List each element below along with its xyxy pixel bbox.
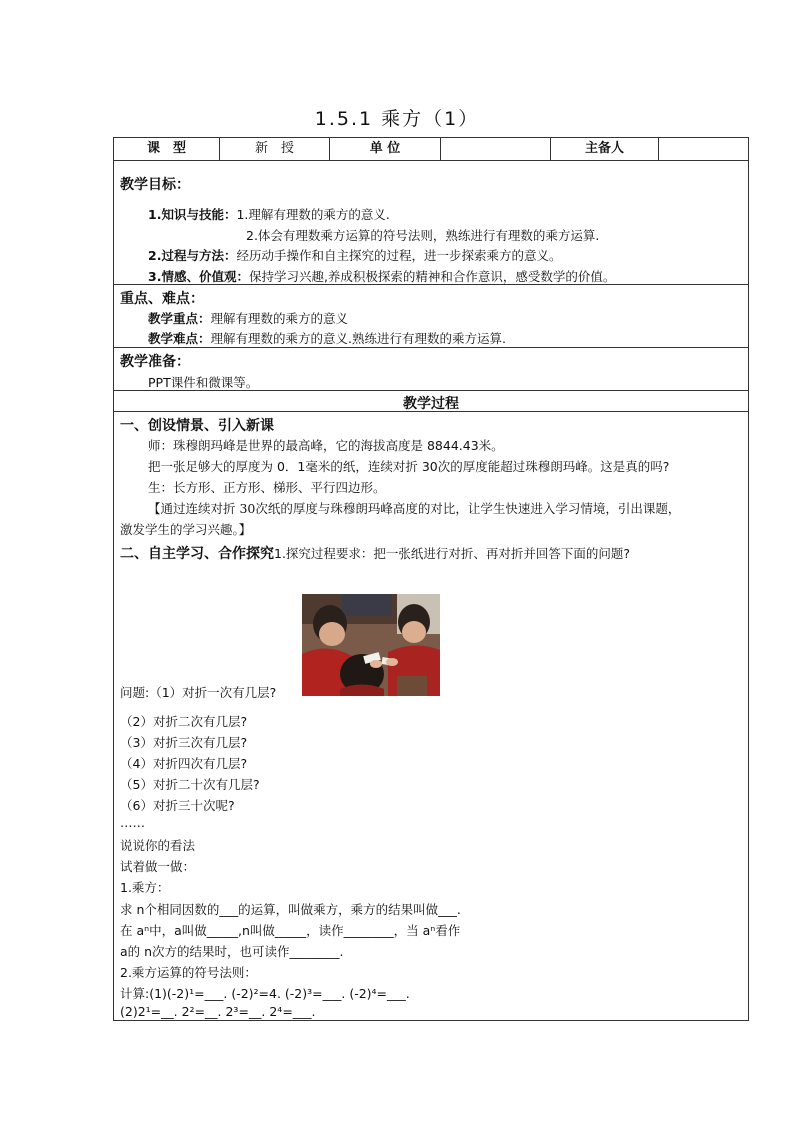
process-definition-title: 1.乘方： <box>120 880 170 895</box>
process-section-2-line <box>120 543 630 563</box>
process-s1-line-3: 生：长方形、正方形、梯形、平行四边形。 <box>148 480 386 495</box>
process-question-1: 问题:（1）对折一次有几层? <box>120 685 277 700</box>
header-preparer-value <box>659 138 748 160</box>
key-focus-label: 教学重点： <box>148 311 211 326</box>
goals-knowledge-2: 2.体会有理数乘方运算的符号法则，熟练进行有理数的乘方运算. <box>246 228 600 243</box>
header-preparer-label: 主备人 <box>551 138 659 160</box>
goals-emotion-line <box>148 267 615 285</box>
process-s2-requirement: 1.探究过程要求：把一张纸进行对折、再对折并回答下面的问题? <box>274 546 631 561</box>
process-calc-2: (2)2¹=__. 2²=__. 2³=__. 2⁴=___. <box>120 1004 316 1019</box>
section-preparation <box>114 348 748 391</box>
process-ellipsis: …… <box>120 815 145 830</box>
process-say-your-view: 说说你的看法 <box>120 838 196 853</box>
goals-knowledge-line <box>148 205 390 223</box>
process-s1-line-1: 师：珠穆朗玛峰是世界的最高峰，它的海拔高度是 8844.43米。 <box>148 438 504 453</box>
process-definition-3: a的 n次方的结果时，也可读作________. <box>120 944 344 959</box>
process-section-1-title: 一、创设情景、引入新课 <box>120 418 274 434</box>
goals-process-line <box>148 246 561 264</box>
students-folding-paper-photo <box>302 594 440 696</box>
process-calc-1: 计算:(1)(-2)¹=___. (-2)²=4. (-2)³=___. (-2)⁴=___. <box>120 986 410 1001</box>
process-definition-1: 求 n个相同因数的___的运算，叫做乘方，乘方的结果叫做___. <box>120 902 461 917</box>
lesson-plan-table <box>113 137 749 1021</box>
key-difficulty-label: 教学难点： <box>148 331 211 346</box>
section-key-points <box>114 285 748 348</box>
header-unit-value <box>441 138 551 160</box>
process-try-it: 试着做一做： <box>120 859 196 874</box>
key-focus-line <box>148 309 348 327</box>
process-s1-line-2: 把一张足够大的厚度为 0．1毫米的纸，连续对折 30次的厚度能超过珠穆朗玛峰。这是真的吗? <box>148 459 670 474</box>
goals-process-label: 2.过程与方法： <box>148 248 237 263</box>
key-heading: 重点、难点： <box>120 291 204 307</box>
process-question-6: （6）对折三十次呢? <box>120 798 235 813</box>
process-section-2-title: 二、自主学习、合作探究 <box>120 546 274 562</box>
process-question-5: （5）对折二十次有几层? <box>120 777 260 792</box>
process-question-3: （3）对折三次有几层? <box>120 735 248 750</box>
header-lesson-type-label: 课 型 <box>114 138 220 160</box>
photo-illustration <box>302 594 440 696</box>
process-definition-2: 在 aⁿ中，a叫做_____,n叫做_____，读作________，当 aⁿ看作 <box>120 923 461 938</box>
section-teaching-goals <box>114 160 748 285</box>
goals-process-text: 经历动手操作和自主探究的过程，进一步探索乘方的意义。 <box>236 248 562 263</box>
process-s1-note-2: 激发学生的学习兴趣。】 <box>120 522 252 537</box>
key-difficulty-text: 理解有理数的乘方的意义.熟练进行有理数的乘方运算. <box>210 331 506 346</box>
goals-knowledge-1: 1.理解有理数的乘方的意义. <box>236 207 390 222</box>
table-header-row <box>114 138 748 161</box>
prep-heading: 教学准备： <box>120 354 190 370</box>
goals-emotion-text: 保持学习兴趣,养成积极探索的精神和合作意识，感受数学的价值。 <box>248 269 616 284</box>
header-lesson-type-value: 新 授 <box>220 138 330 160</box>
key-difficulty-line <box>148 329 506 347</box>
process-question-4: （4）对折四次有几层? <box>120 756 248 771</box>
process-question-2: （2）对折二次有几层? <box>120 714 248 729</box>
goals-emotion-label: 3.情感、价值观： <box>148 269 249 284</box>
key-focus-text: 理解有理数的乘方的意义 <box>210 311 349 326</box>
process-s1-note-1: 【通过连续对折 30次纸的厚度与珠穆朗玛峰高度的对比，让学生快速进入学习情境，引出课题， <box>148 501 681 516</box>
header-unit-label: 单 位 <box>330 138 441 160</box>
goals-knowledge-label: 1.知识与技能： <box>148 207 237 222</box>
process-sign-rule-title: 2.乘方运算的符号法则： <box>120 965 257 980</box>
process-heading: 教学过程 <box>403 396 459 412</box>
goals-heading: 教学目标： <box>120 177 190 193</box>
prep-text: PPT课件和微课等。 <box>148 375 259 390</box>
page-title: 1.5.1 乘方（1） <box>314 108 480 130</box>
section-process-heading <box>114 391 748 412</box>
